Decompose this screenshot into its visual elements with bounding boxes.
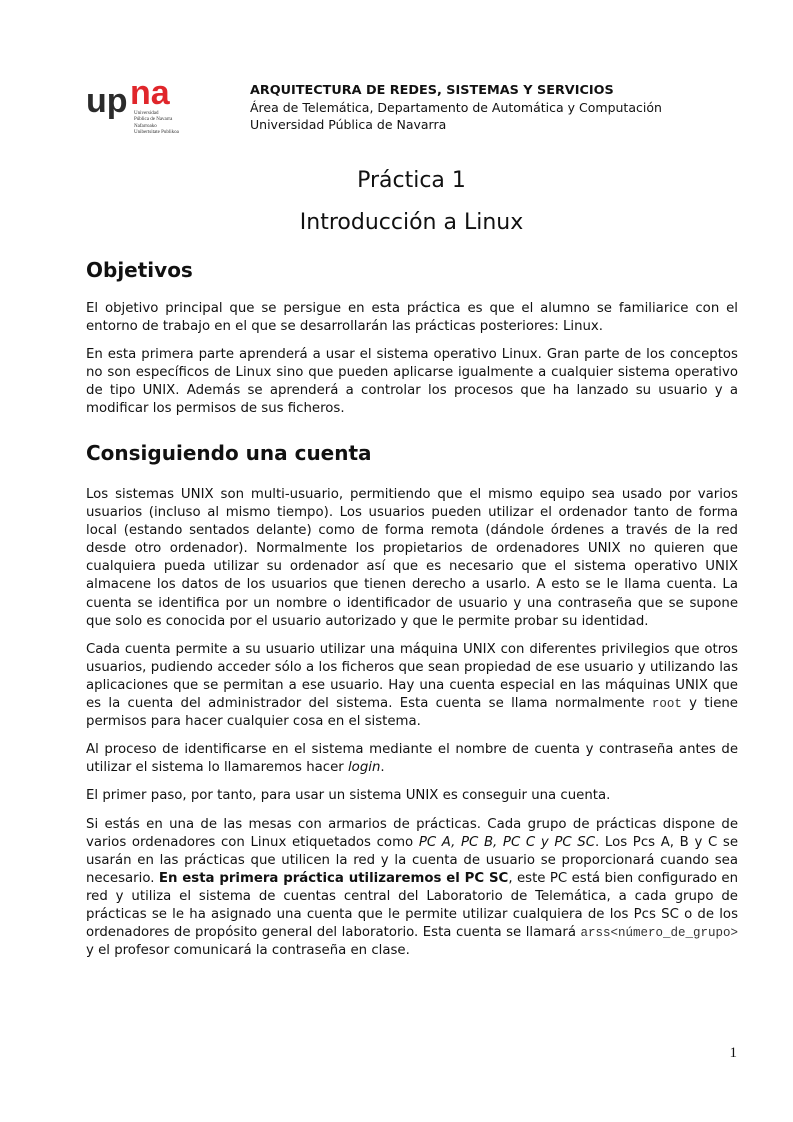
- heading-objetivos: Objetivos: [86, 258, 193, 282]
- paragraph: El objetivo principal que se persigue en esta práctica es que el alumno se familiarice con el entorno de trabajo en el que se desarrollarán las prácticas posteriores: Linux.: [86, 301, 738, 335]
- highlight-pc-sc: En esta primera práctica utilizaremos el PC SC: [158, 870, 509, 886]
- header-info: [250, 82, 662, 133]
- logo-sub3: Nafarroako: [134, 124, 157, 129]
- upna-logo-graphic: [86, 82, 206, 138]
- section-cuenta-body: [86, 486, 738, 970]
- section-objetivos-body: [86, 300, 738, 429]
- code-account-name: arss<número_de_grupo>: [580, 926, 738, 941]
- logo-sub4: Unibertsitate Publikoa: [134, 130, 179, 135]
- logo-up: up: [86, 82, 128, 120]
- paragraph: En esta primera parte aprenderá a usar el sistema operativo Linux. Gran parte de los conceptos no son específicos de Linux sino que pueden aplicarse igualmente a cualquier sistema operativo de tipo UNIX. Además se aprenderá a controlar los procesos que ha lanzado su usuario y a modificar los permisos de sus ficheros.: [86, 347, 738, 417]
- upna-logo: [86, 82, 206, 138]
- pc-labels: PC A, PC B, PC C y PC SC: [418, 834, 596, 850]
- page-number: 1: [729, 1045, 737, 1061]
- paragraph: Al proceso de identificarse en el sistema mediante el nombre de cuenta y contraseña antes de utilizar el sistema lo llamaremos hacer login.: [86, 742, 738, 776]
- term-login: login: [347, 760, 381, 776]
- logo-sub1: Universidad: [134, 111, 159, 116]
- heading-cuenta: Consiguiendo una cuenta: [86, 441, 372, 465]
- paragraph: Si estás en una de las mesas con armarios de prácticas. Cada grupo de prácticas dispone de varios ordenadores con Linux etiquetados como PC A, PC B, PC C y PC SC. Los Pcs A, B y C se usarán en las prácticas que utilicen la red y la cuenta de usuario se proporcionará cuando sea necesario. En esta primera práctica utilizaremos el PC SC, este PC está bien configurado en red y utiliza el sistema de cuentas central del Laboratorio de Telemática, a cada grupo de prácticas se le ha asignado una cuenta que le permite utilizar cualquiera de los Pcs SC o de los ordenadores de propósito general del laboratorio. Esta cuenta se llamará arss<número_de_grupo> y el profesor comunicará la contraseña en clase.: [86, 816, 739, 959]
- paragraph: Los sistemas UNIX son multi-usuario, permitiendo que el mismo equipo sea usado por varios usuarios (incluso al mismo tiempo). Los usuarios pueden utilizar el ordenador tanto de forma local (estando sentados delante) como de forma remota (dándole órdenes a través de la red desde otro ordenador). Normalmente los propietarios de ordenadores UNIX no quieren que cualquiera pueda utilizar su ordenador así que es necesario que el sistema operativo UNIX almacene los datos de los usuarios que tienen derecho a usarlo. A esto se le llama cuenta. La cuenta se identifica por un nombre o identificador de usuario y una contraseña que se supone que solo es conocida por el usuario autorizado y que le permite probar su identidad.: [86, 487, 738, 629]
- logo-na: na: [130, 82, 170, 112]
- practice-subtitle: Introducción a Linux: [299, 210, 524, 235]
- code-root: root: [651, 697, 682, 712]
- logo-sub2: Pública de Navarra: [134, 117, 173, 122]
- paragraph: El primer paso, por tanto, para usar un sistema UNIX es conseguir una cuenta.: [86, 788, 611, 804]
- university: Universidad Pública de Navarra: [250, 117, 447, 132]
- course-title: ARQUITECTURA DE REDES, SISTEMAS Y SERVICIOS: [250, 83, 614, 98]
- department: Área de Telemática, Departamento de Automática y Computación: [250, 100, 662, 115]
- practice-title: Práctica 1: [357, 168, 466, 193]
- paragraph: Cada cuenta permite a su usuario utilizar una máquina UNIX con diferentes privilegios que otros usuarios, pudiendo acceder sólo a los ficheros que sean propiedad de ese usuario y utilizando las aplicaciones que se permitan a ese usuario. Hay una cuenta especial en las máquinas UNIX que es la cuenta del administrador del sistema. Esta cuenta se llama normalmente root y tiene permisos para hacer cualquier cosa en el sistema.: [86, 641, 738, 730]
